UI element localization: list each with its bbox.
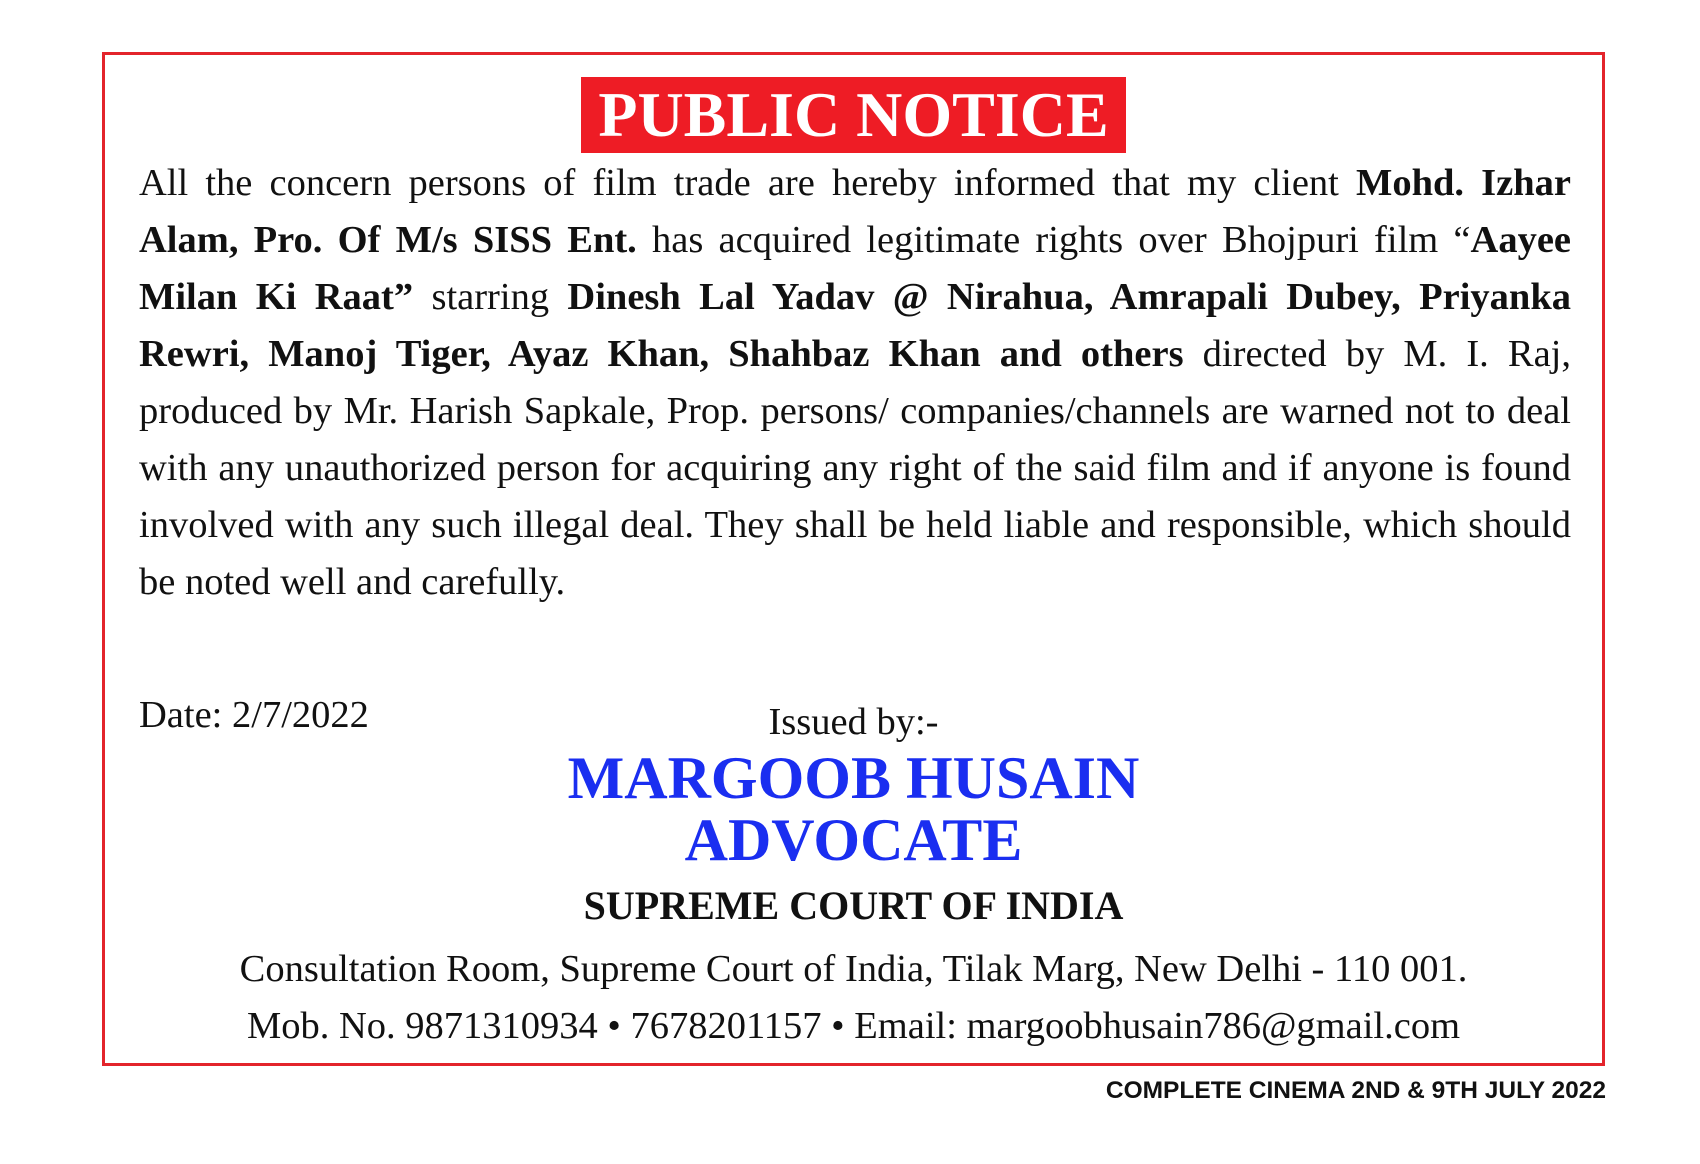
body-text-4: directed by M. I. Raj, produced by Mr. Harish Sapkale, Prop. persons/ companies/channels are warned not to deal with any unauthorized person for acquiring any right of the said film and if anyone is found involved with any such illegal deal. They shall be held liable and responsible, which should be noted well and carefully. bbox=[139, 333, 1571, 603]
client-name: Mohd. Izhar Alam, Pro. Of M/s SISS Ent. bbox=[139, 162, 1571, 261]
issued-by-label: Issued by:- bbox=[768, 701, 939, 743]
title-wrap bbox=[105, 77, 1602, 153]
publication-credit: COMPLETE CINEMA 2ND & 9TH JULY 2022 bbox=[1105, 1077, 1606, 1104]
advocate-title: ADVOCATE bbox=[684, 807, 1023, 873]
notice-body bbox=[139, 155, 1571, 611]
notice-date: Date: 2/7/2022 bbox=[139, 694, 369, 736]
signature-block bbox=[105, 697, 1602, 1055]
body-text-2: has acquired legitimate rights over Bhojpuri film “ bbox=[636, 219, 1471, 261]
film-title: Aayee Milan Ki Raat” bbox=[139, 219, 1571, 318]
public-notice-frame bbox=[102, 52, 1605, 1066]
advocate-name: MARGOOB HUSAIN bbox=[567, 745, 1140, 811]
contact-details: Mob. No. 9871310934 • 7678201157 • Email: margoobhusain786@gmail.com bbox=[246, 1005, 1461, 1047]
office-address: Consultation Room, Supreme Court of India, Tilak Marg, New Delhi - 110 001. bbox=[239, 948, 1468, 990]
cast-list: Dinesh Lal Yadav @ Nirahua, Amrapali Dubey, Priyanka Rewri, Manoj Tiger, Ayaz Khan, Shahbaz Khan and others bbox=[139, 276, 1571, 375]
court-name: SUPREME COURT OF INDIA bbox=[583, 883, 1124, 928]
body-text-1: All the concern persons of film trade are hereby informed that my client bbox=[139, 162, 1356, 204]
notice-title: PUBLIC NOTICE bbox=[581, 77, 1125, 153]
body-text-3: starring bbox=[413, 276, 568, 318]
